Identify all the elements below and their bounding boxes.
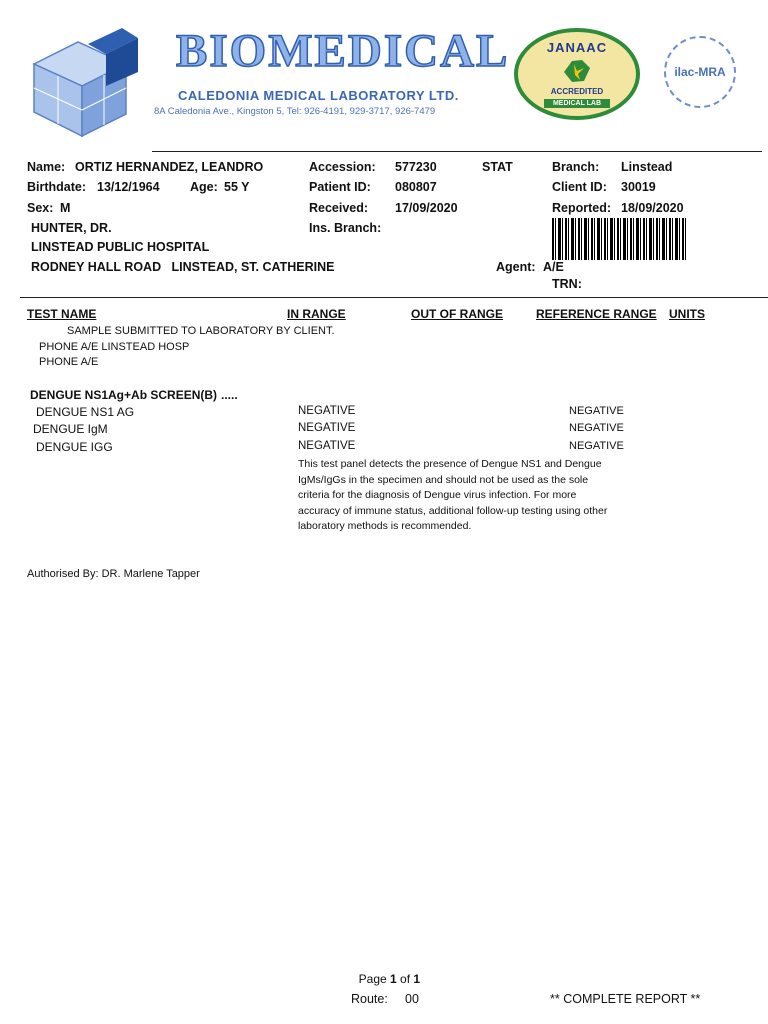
panel-comment: This test panel detects the presence of Dengue NS1 and Dengue IgMs/IgGs in the specimen and should not be used as the sole criteria for the diagnosis of Dengue virus infection. For more accuracy of immune status, additional follow-up testing using other laboratory methods is recommended.	[298, 458, 608, 532]
header-rule	[152, 151, 762, 152]
patient-name: ORTIZ HERNANDEZ, LEANDRO	[75, 160, 264, 174]
accession-label: Accession:	[309, 160, 376, 174]
facility-name: LINSTEAD PUBLIC HOSPITAL	[31, 240, 210, 254]
received-value: 17/09/2020	[395, 201, 458, 215]
col-in-range: IN RANGE	[287, 307, 346, 321]
phone-note: PHONE A/E	[39, 356, 99, 368]
reference-value: NEGATIVE	[569, 405, 624, 417]
ilac-seal	[664, 36, 736, 108]
map-icon	[562, 58, 592, 84]
trn-label: TRN:	[552, 277, 582, 291]
reported-label: Reported:	[552, 201, 612, 215]
branch-label: Branch:	[552, 160, 600, 174]
page-total: 1	[413, 972, 421, 986]
birthdate-label: Birthdate:	[27, 180, 87, 194]
table-row	[0, 422, 768, 439]
janaac-medical-lab: MEDICAL LAB	[544, 99, 610, 108]
age-value: 55 Y	[224, 180, 250, 194]
client-note: SAMPLE SUBMITTED TO LABORATORY BY CLIENT.	[67, 325, 335, 337]
barcode	[552, 218, 688, 260]
in-range-value: NEGATIVE	[298, 405, 356, 417]
info-rule	[20, 297, 768, 298]
route-label: Route:	[351, 992, 388, 1006]
in-range-value: NEGATIVE	[298, 440, 356, 452]
received-label: Received:	[309, 201, 369, 215]
report-status: ** COMPLETE REPORT **	[550, 992, 701, 1006]
col-reference-range: REFERENCE RANGE	[536, 307, 657, 321]
ins-branch-label: Ins. Branch:	[309, 221, 382, 235]
doctor-name: HUNTER, DR.	[31, 221, 112, 235]
test-name: DENGUE NS1 AG	[36, 405, 135, 419]
page-current: 1	[390, 972, 397, 986]
client-id-value: 30019	[621, 180, 656, 194]
in-range-value: NEGATIVE	[298, 422, 356, 434]
lab-address: 8A Caledonia Ave., Kingston 5, Tel: 926-4191, 929-3717, 926-7479	[154, 106, 436, 117]
reference-value: NEGATIVE	[569, 422, 624, 434]
name-label: Name:	[27, 160, 66, 174]
col-out-of-range: OUT OF RANGE	[411, 307, 503, 321]
agent-value: A/E	[543, 260, 564, 274]
panel-dots: .....	[221, 388, 238, 402]
page-number	[352, 958, 420, 986]
panel-name: DENGUE NS1Ag+Ab SCREEN(B)	[30, 388, 218, 402]
test-name: DENGUE IgM	[33, 422, 108, 436]
patient-id-label: Patient ID:	[309, 180, 371, 194]
phone-note: PHONE A/E LINSTEAD HOSP	[39, 341, 190, 353]
route-value: 00	[405, 992, 419, 1006]
agent-label: Agent:	[496, 260, 536, 274]
page-prefix: Page	[358, 972, 391, 986]
facility-address: RODNEY HALL ROAD LINSTEAD, ST. CATHERINE	[31, 260, 335, 274]
janaac-title: JANAAC	[546, 40, 608, 55]
brand-logo-text: BIOMEDICAL	[176, 25, 510, 77]
age-label: Age:	[190, 180, 218, 194]
lab-name: CALEDONIA MEDICAL LABORATORY LTD.	[178, 88, 459, 103]
ilac-text: ilac-MRA	[674, 65, 726, 79]
reported-value: 18/09/2020	[621, 201, 684, 215]
sex-value: M	[60, 201, 71, 215]
accession-value: 577230	[395, 160, 437, 174]
col-units: UNITS	[669, 307, 705, 321]
authorised-by: Authorised By: DR. Marlene Tapper	[27, 568, 200, 580]
janaac-accredited: ACCREDITED	[550, 87, 604, 96]
sex-label: Sex:	[27, 201, 54, 215]
patient-id-value: 080807	[395, 180, 437, 194]
client-id-label: Client ID:	[552, 180, 607, 194]
priority-badge: STAT	[482, 160, 513, 174]
table-row	[0, 405, 768, 422]
branch-value: Linstead	[621, 160, 673, 174]
cube-logo	[26, 24, 141, 139]
col-test-name: TEST NAME	[27, 307, 97, 321]
table-row	[0, 440, 768, 457]
birthdate-value: 13/12/1964	[97, 180, 160, 194]
test-name: DENGUE IGG	[36, 440, 113, 454]
reference-value: NEGATIVE	[569, 440, 624, 452]
janaac-seal	[514, 28, 640, 120]
page-of: of	[396, 972, 414, 986]
